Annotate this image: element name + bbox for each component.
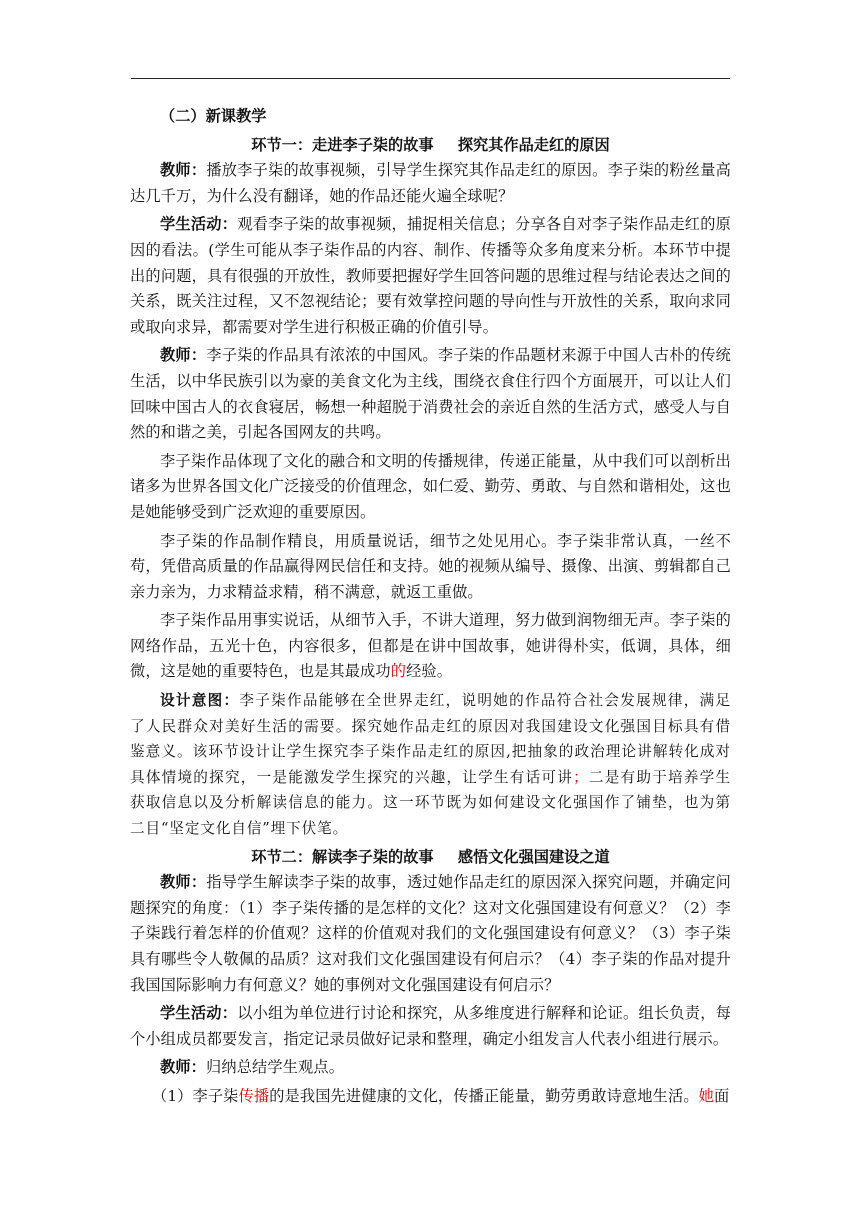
paragraph-text: 李子柒作品能够在全世界走红，说明她的作品符合社会发展规律，满足了人民群众对美好生活的需要。探究她作品走红的原因对我国建设文化强国目标具有借鉴意义。该环节设计让学生探究李子柒作品走红的原因,把抽象的政治理论讲解转化成对具体情境的探究，一是能激发学生探究的兴趣，让学生有话可讲 bbox=[130, 692, 731, 786]
segment1-paragraph-5 bbox=[130, 608, 731, 685]
segment2-teacher-paragraph-2 bbox=[130, 1055, 731, 1081]
paragraph-text: 面 bbox=[714, 1086, 730, 1105]
segment2-title-a: 环节二：解读李子柒的故事 bbox=[251, 847, 434, 866]
paragraph-text: 观看李子柒的故事视频，捕捉相关信息；分享各自对李子柒作品走红的原因的看法。(学生可能从李子柒作品的内容、制作、传播等众多角度来分析。本环节中提出的问题，具有很强的开放性，教师要把握好学生回答问题的思维过程与结论表达之间的关系，既关注过程，又不忽视结论；要有效掌控问题的导向性与开放性的关系，取向求同或取向求异，都需要对学生进行积极正确的价值引导。 bbox=[130, 215, 732, 336]
segment1-student-paragraph bbox=[130, 212, 731, 340]
student-label: 学生活动： bbox=[160, 215, 238, 234]
red-text: 的 bbox=[390, 662, 407, 681]
red-text: 传播 bbox=[238, 1086, 270, 1105]
paragraph-text: 播放李子柒的故事视频，引导学生探究其作品走红的原因。李子柒的粉丝量高达几千万，为什么没有翻译，她的作品还能火遍全球呢？ bbox=[130, 161, 731, 205]
summary-item-1 bbox=[130, 1084, 731, 1110]
teacher-label: 教师： bbox=[160, 873, 207, 892]
segment2-teacher-paragraph-1 bbox=[130, 870, 731, 998]
segment1-paragraph-4: 李子柒的作品制作精良，用质量说话，细节之处见用心。李子柒非常认真，一丝不苟，凭借高质量的作品赢得网民信任和支持。她的视频从编导、摄像、出演、剪辑都自己亲力亲为，力求精益求精，稍不满意，就返工重做。 bbox=[130, 531, 731, 601]
student-label: 学生活动： bbox=[160, 1004, 238, 1023]
segment2-title-b: 感悟文化强国建设之道 bbox=[457, 847, 610, 866]
teacher-label: 教师： bbox=[160, 346, 207, 365]
paragraph-text: 指导学生解读李子柒的故事，透过她作品走红的原因深入探究问题，并确定问题探究的角度：（1）李子柒传播的是怎样的文化？这对文化强国建设有何意义？（2）李子柒践行着怎样的价值观？这样的价值观对我们的文化强国建设有何意义？（3）李子柒具有哪些令人敬佩的品质？这对我们文化强国建设有何启示？（4）李子柒的作品对提升我国国际影响力有何意义？她的事例对文化强国建设有何启示？ bbox=[130, 873, 731, 994]
paragraph-text: 归纳总结学生观点。 bbox=[206, 1058, 345, 1077]
segment2-student-paragraph bbox=[130, 1001, 731, 1052]
segment1-title-a: 环节一：走进李子柒的故事 bbox=[251, 135, 434, 154]
segment1-teacher-paragraph-2 bbox=[130, 343, 731, 445]
teacher-label: 教师： bbox=[160, 1058, 207, 1077]
paragraph-text: （1）李子柒 bbox=[152, 1086, 239, 1105]
segment1-paragraph-3: 李子柒作品体现了文化的融合和文明的传播规律，传递正能量，从中我们可以剖析出诸多为世界各国文化广泛接受的价值理念，如仁爱、勤劳、勇敢、与自然和谐相处，这也是她能够受到广泛欢迎的重要原因。 bbox=[130, 451, 731, 521]
paragraph-text: 经验。 bbox=[406, 662, 453, 681]
design-intent-paragraph bbox=[130, 688, 731, 842]
paragraph-text: 李子柒作品用事实说话，从细节入手，不讲大道理，努力做到润物细无声。李子柒的网络作品，五光十色，内容很多，但都是在讲中国故事，她讲得朴实，低调，具体，细微，这是她的重要特色，也是其最成功 bbox=[130, 611, 731, 681]
segment2-title bbox=[130, 845, 731, 871]
section-heading: （二）新课教学 bbox=[160, 107, 267, 125]
segment1-teacher-paragraph-1 bbox=[130, 158, 731, 209]
design-label: 设计意图： bbox=[160, 692, 240, 710]
teacher-label: 教师： bbox=[160, 161, 207, 180]
red-text: ； bbox=[573, 768, 589, 786]
paragraph-text: 二是有助于培养学生获取信息以及分析解读信息的能力。这一环节既为如何建设文化强国作了铺垫，也为第二目“坚定文化自信”埋下伏笔。 bbox=[130, 768, 731, 838]
red-text: 她 bbox=[698, 1086, 714, 1105]
document-body bbox=[130, 104, 731, 1110]
segment1-title-b: 探究其作品走红的原因 bbox=[457, 135, 610, 154]
paragraph-text: 的是我国先进健康的文化，传播正能量，勤劳勇敢诗意地生活。 bbox=[269, 1086, 699, 1105]
paragraph-text: 李子柒的作品具有浓浓的中国风。李子柒的作品题材来源于中国人古朴的传统生活，以中华民族引以为豪的美食文化为主线，围绕衣食住行四个方面展开，可以让人们回味中国古人的衣食寝居，畅想一种超脱于消费社会的亲近自然的生活方式，感受人与自然的和谐之美，引起各国网友的共鸣。 bbox=[130, 346, 731, 442]
paragraph-text: 以小组为单位进行讨论和探究，从多维度进行解释和论证。组长负责，每个小组成员都要发言，指定记录员做好记录和整理，确定小组发言人代表小组进行展示。 bbox=[130, 1004, 732, 1048]
segment1-title bbox=[130, 133, 731, 159]
header-rule bbox=[131, 78, 730, 79]
